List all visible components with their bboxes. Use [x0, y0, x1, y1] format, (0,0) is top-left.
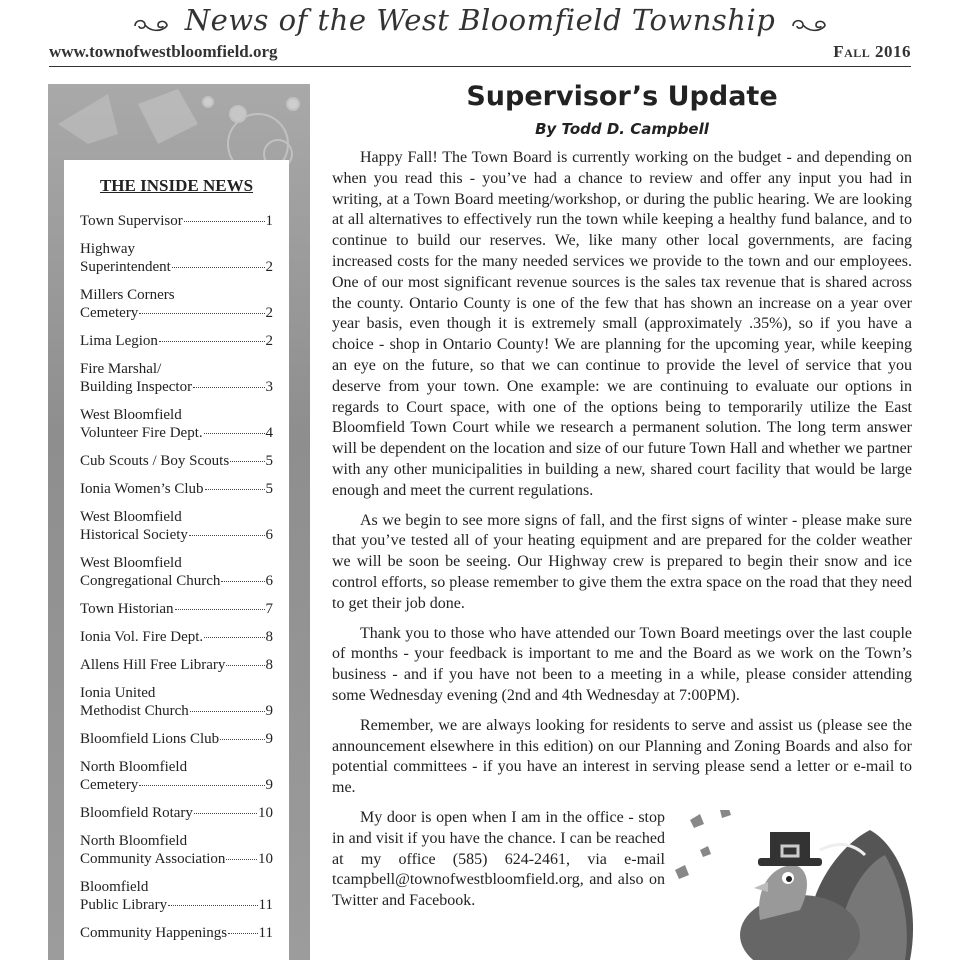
toc-dot-leader: [194, 813, 257, 814]
article-paragraph: As we begin to see more signs of fall, and the first signs of winter - please make sure that you’ve tested all of your heating equipment and are prepared for the colder weather we will be soon be seeing. Our Highway crew is prepared to begin their snow and ice control efforts, so please remember to give them the extra space on the road that they need to get their job done.: [332, 511, 912, 612]
toc-item-label: North Bloomfield: [80, 759, 188, 775]
toc-dot-leader: [189, 535, 265, 536]
toc-item-label: Ionia United: [80, 685, 156, 701]
toc-item-label: Town Supervisor: [80, 213, 183, 229]
toc-page-number: 8: [265, 629, 273, 645]
toc-item-label: Volunteer Fire Dept.: [80, 425, 203, 441]
toc-item-label: Ionia Vol. Fire Dept.: [80, 629, 204, 645]
toc-dot-leader: [204, 433, 265, 434]
toc-item: [80, 628, 273, 646]
article-byline: By Todd D. Campbell: [535, 120, 709, 138]
toc-item-label: West Bloomfield: [80, 407, 182, 423]
toc-item: [80, 212, 273, 230]
toc-dot-leader: [221, 581, 264, 582]
toc-item: [80, 804, 273, 822]
toc-item-label: West Bloomfield: [80, 509, 182, 525]
toc-item-label: Building Inspector: [80, 379, 193, 395]
toc-item: [80, 832, 273, 868]
toc-dot-leader: [190, 711, 265, 712]
toc-item: [80, 758, 273, 794]
toc-title: THE INSIDE NEWS: [99, 176, 254, 195]
article-paragraph: Happy Fall! The Town Board is currently working on the budget - and depending on when you read this - you’ve had a chance to review and offer any input you had in writing, at a Town Board meeting/workshop, or during the public hearing. We are looking at all alternatives to effectively run the town while keeping a healthy fund balance, and to continue to build our reserves. We, like many other local governments, are facing increased costs for the many needed services we provide to the town and our employees. One of our most significant revenue sources is the sales tax revenue that is shared across the county. Ontario County is one of the few that has shown an increase on a year over year basis, even though it is extremely small (approximately .35%), so if you have a choice - shop in Ontario County! We are planning for the upcoming year, while keeping an eye on the future, so that we can continue to provide the level of service that you deserve from your town. One example: we are continuing to evaluate our options in regards to Court space, with one of the options being to temporarily utilize the East Bloomfield Town Court while we research a permanent solution. The long term answer will be dependent on the location and size of our future Town Hall and whether we partner with any other municipalities in building a new, shared court facility that would be large enough and meet the current regulations.: [332, 149, 912, 499]
pilgrim-turkey-illustration: [670, 810, 920, 960]
toc-page-number: 9: [265, 703, 273, 719]
toc-item: [80, 240, 273, 276]
toc-item: [80, 508, 273, 544]
toc-dot-leader: [205, 489, 265, 490]
supervisor-article: [332, 80, 912, 921]
toc-page-number: 11: [258, 925, 273, 941]
toc-dot-leader: [193, 387, 264, 388]
article-paragraph: My door is open when I am in the office - stop in and visit if you have the chance. I can be reached at my office (585) 624-2461, via e-mail tcampbell@townofwestbloomfield.org, and also on Twitter and Facebook.: [332, 808, 665, 910]
toc-item: [80, 286, 273, 322]
toc-item-label: Methodist Church: [80, 703, 189, 719]
toc-item: [80, 480, 273, 498]
toc-dot-leader: [220, 739, 264, 740]
toc-item-label: Historical Society: [80, 527, 188, 543]
toc-page-number: 6: [265, 527, 273, 543]
toc-page-number: 1: [265, 213, 273, 229]
toc-page-number: 9: [265, 731, 273, 747]
table-of-contents: [64, 160, 289, 960]
subhead-bar: [49, 42, 911, 67]
toc-item: [80, 730, 273, 748]
toc-item: [80, 406, 273, 442]
article-paragraph: Remember, we are always looking for residents to serve and assist us (please see the announcement elsewhere in this edition) on our Planning and Zoning Boards and also for potential committees - if you have an interest in serving please send a letter or e-mail to me.: [332, 716, 912, 797]
toc-dot-leader: [139, 785, 264, 786]
toc-item-label: Public Library: [80, 897, 168, 913]
toc-page-number: 9: [265, 777, 273, 793]
toc-dot-leader: [172, 267, 265, 268]
toc-dot-leader: [168, 905, 257, 906]
toc-page-number: 2: [265, 259, 273, 275]
toc-list: [64, 212, 289, 942]
toc-dot-leader: [175, 609, 265, 610]
toc-item-label: Millers Corners: [80, 287, 175, 303]
sidebar: [48, 84, 310, 960]
toc-dot-leader: [204, 637, 264, 638]
toc-item-label: Bloomfield: [80, 879, 149, 895]
toc-item-label: Community Happenings: [80, 925, 228, 941]
toc-dot-leader: [230, 461, 264, 462]
toc-item: [80, 554, 273, 590]
toc-page-number: 5: [265, 481, 273, 497]
toc-item-label: North Bloomfield: [80, 833, 188, 849]
toc-item-label: Lima Legion: [80, 333, 158, 349]
toc-item-label: Ionia Women’s Club: [80, 481, 204, 497]
toc-page-number: 6: [265, 573, 273, 589]
article-title: Supervisor’s Update: [466, 81, 778, 112]
toc-item: [80, 878, 273, 914]
toc-page-number: 10: [258, 805, 273, 821]
toc-dot-leader: [228, 933, 257, 934]
toc-item-label: Community Association: [80, 851, 226, 867]
toc-dot-leader: [226, 859, 257, 860]
masthead: [0, 0, 960, 44]
toc-dot-leader: [226, 665, 264, 666]
toc-item-label: Cub Scouts / Boy Scouts: [80, 453, 230, 469]
toc-item-label: Bloomfield Rotary: [80, 805, 193, 821]
article-paragraph: Thank you to those who have attended our Town Board meetings over the last couple of months - your feedback is important to me and the Board as we work on the Town’s business - and if you have not been to a meeting in a while, please consider attending some Wednesday evening (2nd and 4th Wednesday at 7:00PM).: [332, 624, 912, 704]
right-swirl-ornament-icon: [789, 16, 829, 36]
toc-item: [80, 924, 273, 942]
toc-dot-leader: [139, 313, 264, 314]
toc-dot-leader: [159, 341, 265, 342]
toc-item: [80, 656, 273, 674]
website-url: www.townofwestbloomfield.org: [49, 42, 278, 61]
toc-item-label: Allens Hill Free Library: [80, 657, 226, 673]
toc-page-number: 10: [258, 851, 273, 867]
toc-page-number: 4: [265, 425, 273, 441]
toc-item: [80, 452, 273, 470]
toc-page-number: 11: [258, 897, 273, 913]
left-swirl-ornament-icon: [131, 16, 171, 36]
masthead-title: News of the West Bloomfield Township: [184, 3, 776, 37]
toc-item-label: Congregational Church: [80, 573, 221, 589]
toc-item-label: Bloomfield Lions Club: [80, 731, 220, 747]
toc-item-label: Cemetery: [80, 777, 139, 793]
toc-item-label: West Bloomfield: [80, 555, 182, 571]
toc-page-number: 5: [265, 453, 273, 469]
toc-page-number: 8: [265, 657, 273, 673]
toc-item: [80, 332, 273, 350]
toc-page-number: 2: [265, 305, 273, 321]
toc-item-label: Fire Marshal/: [80, 361, 162, 377]
toc-page-number: 3: [265, 379, 273, 395]
toc-page-number: 7: [265, 601, 273, 617]
toc-dot-leader: [184, 221, 265, 222]
toc-page-number: 2: [265, 333, 273, 349]
toc-item: [80, 684, 273, 720]
issue-date: Fall 2016: [833, 42, 911, 61]
toc-item: [80, 360, 273, 396]
toc-item: [80, 600, 273, 618]
toc-item-label: Superintendent: [80, 259, 171, 275]
toc-item-label: Cemetery: [80, 305, 139, 321]
toc-item-label: Town Historian: [80, 601, 174, 617]
toc-item-label: Highway: [80, 241, 135, 257]
